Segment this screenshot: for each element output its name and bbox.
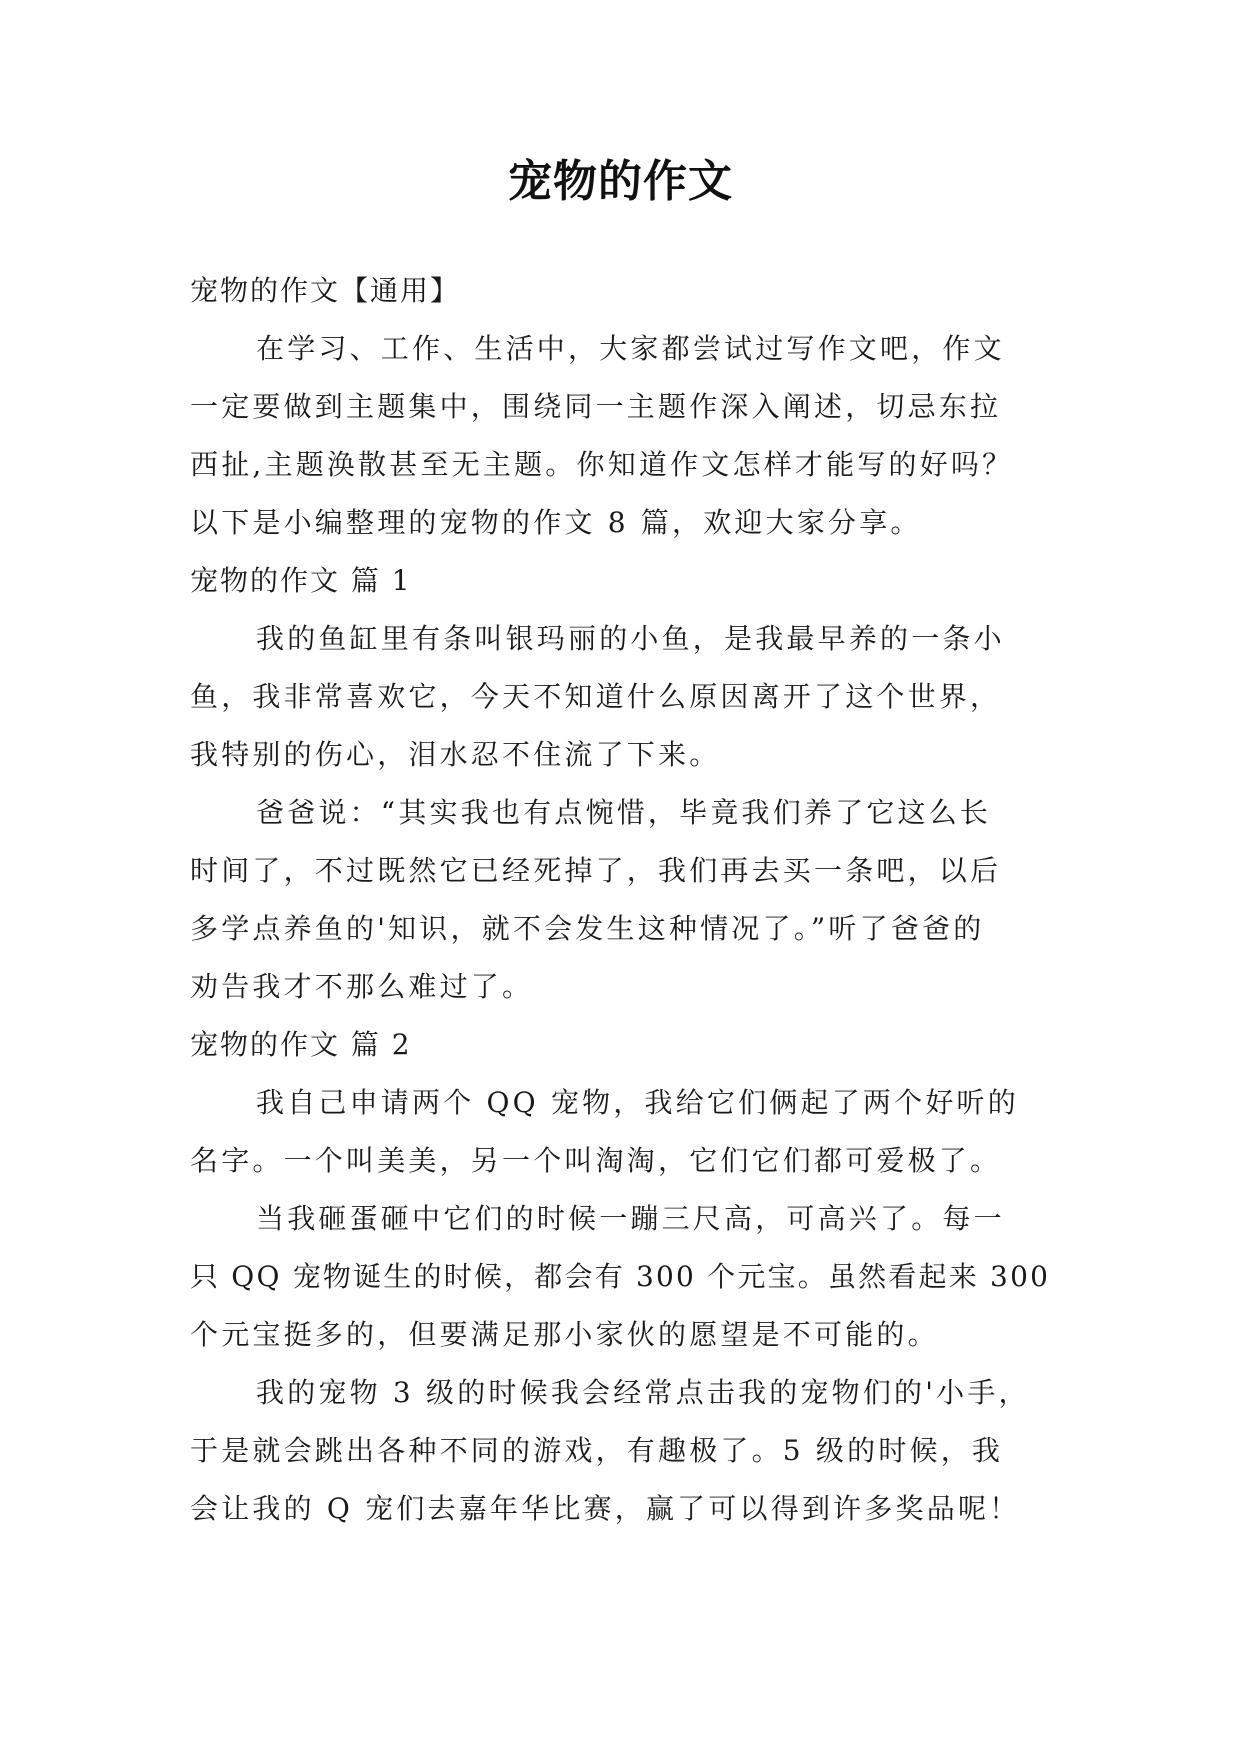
document-title: 宠物的作文	[508, 156, 733, 207]
text-line: 会让我的 Q 宠们去嘉年华比赛，赢了可以得到许多奖品呢！	[190, 1492, 1021, 1525]
section-heading: 宠物的作文【通用】	[190, 274, 461, 307]
text-line: 时间了，不过既然它已经死掉了，我们再去买一条吧，以后	[190, 854, 1002, 887]
text-line: 多学点养鱼的'知识，就不会发生这种情况了。”听了爸爸的	[190, 912, 985, 945]
text-line: 爸爸说：“其实我也有点惋惜，毕竟我们养了它这么长	[256, 796, 992, 829]
document-body	[190, 262, 1052, 1538]
text-line: 名字。一个叫美美，另一个叫淘淘，它们它们都可爱极了。	[190, 1144, 1002, 1177]
text-line: 鱼，我非常喜欢它，今天不知道什么原因离开了这个世界，	[190, 680, 1002, 713]
text-line: 我的鱼缸里有条叫银玛丽的小鱼，是我最早养的一条小	[256, 622, 1005, 655]
text-line: 我的宠物 3 级的时候我会经常点击我的宠物们的'小手，	[256, 1376, 1030, 1409]
text-line: 只 QQ 宠物诞生的时候，都会有 300 个元宝。虽然看起来 300	[190, 1260, 1051, 1293]
text-line: 在学习、工作、生活中，大家都尝试过写作文吧，作文	[256, 332, 1005, 365]
text-line: 当我砸蛋砸中它们的时候一蹦三尺高，可高兴了。每一	[256, 1202, 1005, 1235]
text-line: 一定要做到主题集中，围绕同一主题作深入阐述，切忌东拉	[190, 390, 1002, 423]
section-heading: 宠物的作文 篇 1	[190, 564, 412, 597]
text-line: 劝告我才不那么难过了。	[190, 970, 534, 1003]
section-heading: 宠物的作文 篇 2	[190, 1028, 412, 1061]
text-line: 以下是小编整理的宠物的作文 8 篇，欢迎大家分享。	[190, 506, 922, 539]
text-line: 西扯,主题涣散甚至无主题。你知道作文怎样才能写的好吗？	[190, 448, 1014, 481]
text-line: 我特别的伤心，泪水忍不住流了下来。	[190, 738, 721, 771]
text-line: 个元宝挺多的，但要满足那小家伙的愿望是不可能的。	[190, 1318, 939, 1351]
text-line: 我自己申请两个 QQ 宠物，我给它们俩起了两个好听的	[256, 1086, 1019, 1119]
text-line: 于是就会跳出各种不同的游戏，有趣极了。5 级的时候，我	[190, 1434, 1004, 1467]
